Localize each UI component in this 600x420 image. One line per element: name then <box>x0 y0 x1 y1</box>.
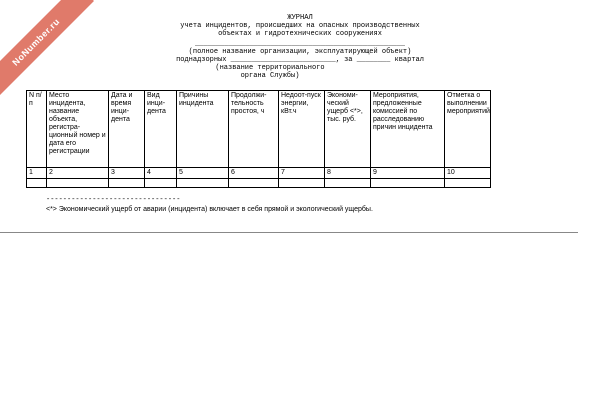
column-header: Место инцидента, название объекта, регистра-ционный номер и дата его регистрации <box>47 91 109 168</box>
column-number: 9 <box>371 168 445 179</box>
empty-cell <box>145 179 177 188</box>
empty-cell <box>109 179 145 188</box>
empty-table-row <box>27 179 491 188</box>
watermark-text: NoNumber.ru <box>10 16 62 68</box>
journal-subtitle-line1: учета инцидентов, происшедших на опасных производственных <box>180 22 420 30</box>
empty-cell <box>279 179 325 188</box>
column-header: Экономи-ческий ущерб <*>, тыс. руб. <box>325 91 371 168</box>
column-number: 1 <box>27 168 47 179</box>
journal-subtitle-line2: объектах и гидротехнических сооружениях <box>218 30 382 38</box>
column-number: 5 <box>177 168 229 179</box>
column-number: 8 <box>325 168 371 179</box>
footnote-separator: -------------------------------- <box>46 196 181 204</box>
territorial-caption-line2: органа Службы) <box>240 72 300 80</box>
empty-cell <box>177 179 229 188</box>
footnote-text: <*> Экономический ущерб от аварии (инцидента) включает в себя прямой и экологический ущербы. <box>46 206 373 213</box>
column-number: 7 <box>279 168 325 179</box>
column-number: 6 <box>229 168 279 179</box>
page-divider <box>0 232 578 233</box>
column-number-row <box>27 168 491 179</box>
empty-cell <box>371 179 445 188</box>
journal-title: ЖУРНАЛ <box>287 14 313 22</box>
organization-caption: (полное название организации, эксплуатирующей объект) <box>188 48 412 56</box>
organization-underline: __________________________________________________ <box>194 40 406 48</box>
supervised-period-line: поднадзорных _________________________, за ________ квартал <box>176 56 424 64</box>
empty-cell <box>325 179 371 188</box>
column-header: Дата и время инци-дента <box>109 91 145 168</box>
column-number: 10 <box>445 168 491 179</box>
empty-cell <box>47 179 109 188</box>
column-number: 2 <box>47 168 109 179</box>
column-number: 3 <box>109 168 145 179</box>
column-header: Причины инцидента <box>177 91 229 168</box>
column-header: Продолжи-тельность простоя, ч <box>229 91 279 168</box>
empty-cell <box>27 179 47 188</box>
column-header: Мероприятия, предложенные комиссией по расследованию причин инцидента <box>371 91 445 168</box>
column-header: Вид инци-дента <box>145 91 177 168</box>
empty-cell <box>229 179 279 188</box>
table-header-row <box>27 91 491 168</box>
empty-cell <box>445 179 491 188</box>
column-number: 4 <box>145 168 177 179</box>
column-header: N п/п <box>27 91 47 168</box>
territorial-caption-line1: (название территориального <box>215 64 325 72</box>
column-header: Недоот-пуск энергии, кВт.ч <box>279 91 325 168</box>
column-header: Отметка о выполнении мероприятий <box>445 91 491 168</box>
incident-log-table <box>26 90 491 188</box>
